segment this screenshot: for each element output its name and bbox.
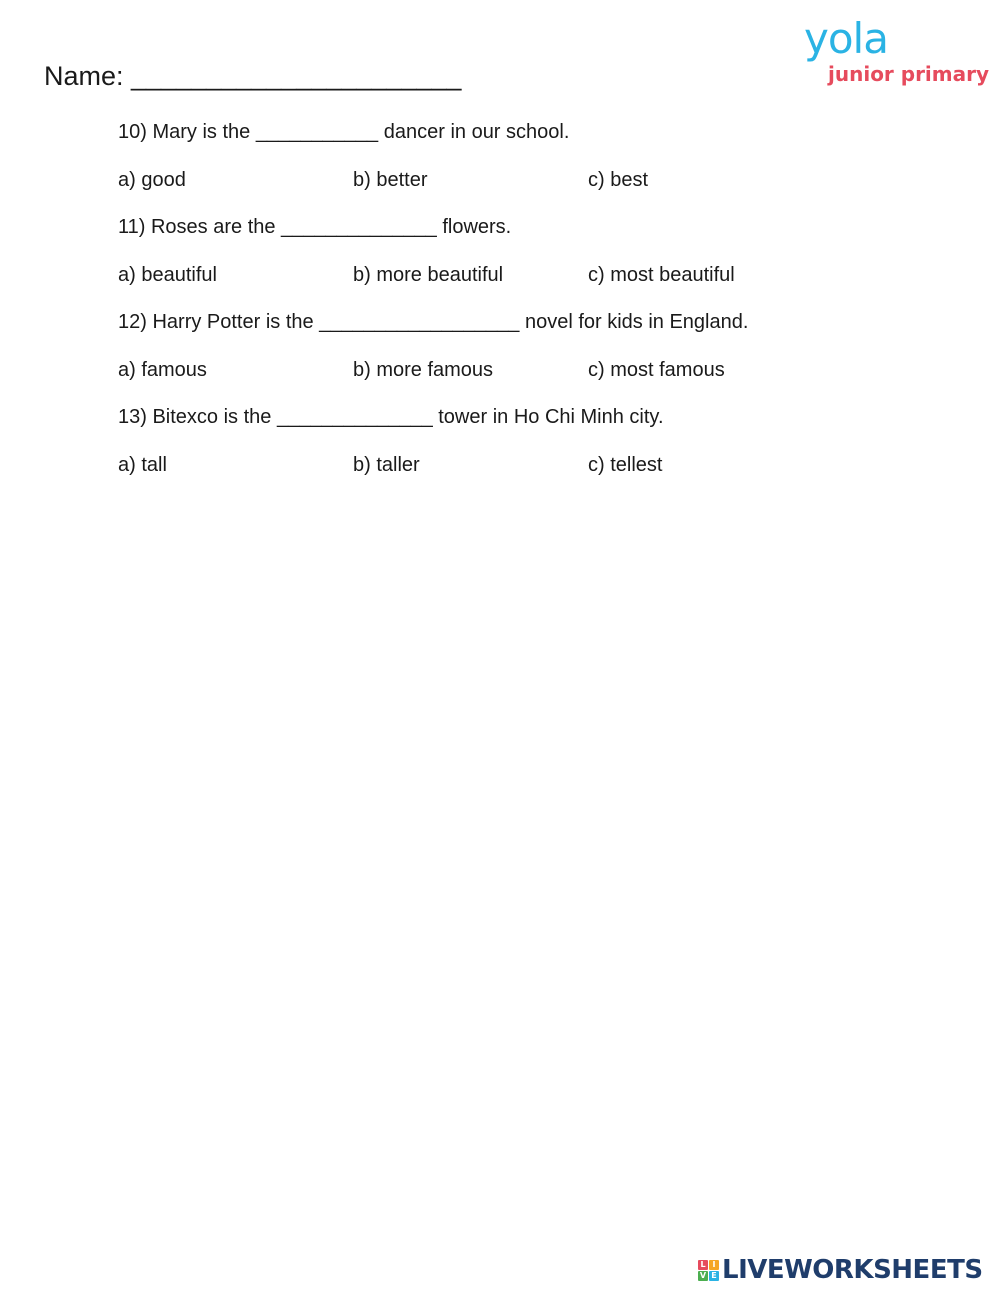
option-a: a) famous — [118, 358, 207, 381]
option-row — [118, 354, 958, 386]
icon-tile: L — [698, 1260, 708, 1270]
question-10 — [118, 116, 958, 196]
question-11 — [118, 211, 958, 291]
option-a: a) beautiful — [118, 263, 217, 286]
option-row — [118, 164, 958, 196]
question-text: 12) Harry Potter is the __________________ novel for kids in England. — [118, 311, 749, 333]
logo-subtitle: junior primary — [828, 62, 990, 86]
liveworksheets-logo — [698, 1254, 983, 1286]
name-field-label: Name: ______________________ — [44, 61, 462, 91]
option-b: b) better — [353, 168, 428, 191]
option-row — [118, 449, 958, 481]
option-b: b) more beautiful — [353, 263, 504, 286]
question-text: 13) Bitexco is the ______________ tower in Ho Chi Minh city. — [118, 406, 664, 428]
icon-tile: E — [709, 1271, 719, 1281]
option-c: c) most famous — [588, 358, 725, 381]
option-b: b) more famous — [353, 358, 494, 381]
question-12 — [118, 306, 958, 386]
question-text: 10) Mary is the ___________ dancer in our school. — [118, 121, 570, 143]
liveworksheets-icon — [698, 1260, 719, 1281]
option-a: a) tall — [118, 453, 167, 476]
liveworksheets-wordmark: LIVEWORKSHEETS — [722, 1255, 983, 1285]
option-a: a) good — [118, 168, 186, 191]
question-list — [118, 116, 958, 496]
icon-tile: I — [709, 1260, 719, 1270]
question-text: 11) Roses are the ______________ flowers. — [118, 216, 512, 238]
option-c: c) tellest — [588, 453, 663, 476]
option-c: c) best — [588, 168, 649, 191]
icon-tile: V — [699, 1270, 707, 1280]
question-13 — [118, 401, 958, 481]
option-c: c) most beautiful — [588, 263, 735, 286]
yola-logo — [800, 14, 990, 92]
logo-brand: yola — [804, 14, 888, 63]
option-row — [118, 259, 958, 291]
option-b: b) taller — [353, 453, 420, 476]
